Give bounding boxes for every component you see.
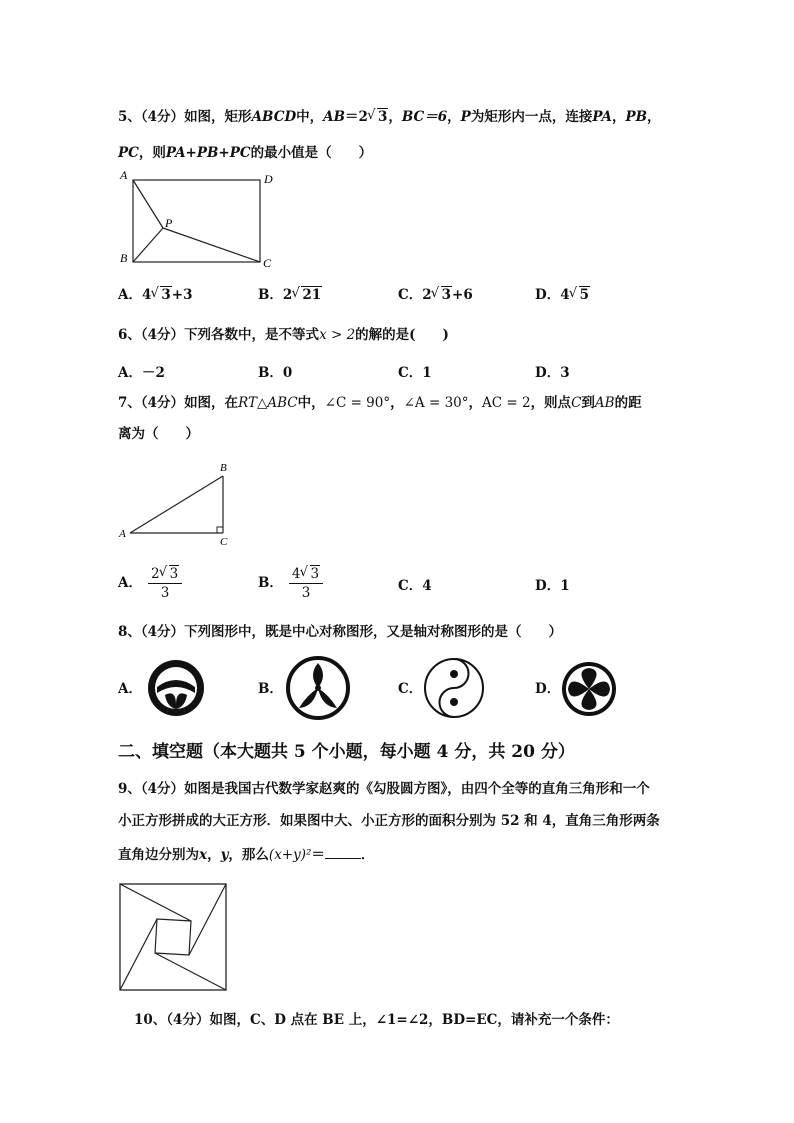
q5-rectangle-figure bbox=[118, 168, 280, 272]
segment-pc bbox=[163, 228, 260, 262]
q6-option-a[interactable]: A．－2 bbox=[118, 365, 165, 381]
q6-option-d[interactable]: D．3 bbox=[535, 365, 570, 381]
q8-option-a[interactable]: A． bbox=[118, 681, 142, 697]
q6-option-b[interactable]: B．0 bbox=[258, 365, 293, 381]
rectangle-abcd bbox=[133, 180, 260, 262]
q6-option-c[interactable]: C．1 bbox=[398, 365, 432, 381]
section-title: 二、填空题（本大题共 5 个小题，每小题 4 分，共 20 分） bbox=[118, 742, 575, 762]
label-c: C bbox=[263, 256, 272, 270]
q5-option-a[interactable]: A．4√ 3+3 bbox=[118, 285, 193, 305]
q7-option-c[interactable]: C．4 bbox=[398, 578, 432, 594]
sqrt-3: √ 3 bbox=[368, 107, 388, 127]
q7-option-b[interactable]: B． $\frac{4√ 3}{3}$ bbox=[258, 565, 323, 602]
q7-triangle-figure bbox=[118, 458, 238, 548]
q7-option-d[interactable]: D．1 bbox=[535, 578, 570, 594]
q7-option-a[interactable]: A． $\frac{2√ 3}{3}$ bbox=[118, 565, 182, 602]
q9-line1: 9、（4分）如图是我国古代数学家赵爽的《勾股圆方图》，由四个全等的直角三角形和一个 bbox=[118, 781, 650, 797]
q10-line: 10、（4分）如图，C、D 点在 BE 上，∠1=∠2，BD=EC，请补充一个条件： bbox=[134, 1012, 619, 1028]
q8-triskelion-b-icon bbox=[285, 655, 351, 721]
q8-line: 8、（4分）下列图形中，既是中心对称图形，又是轴对称图形的是（ ） bbox=[118, 624, 563, 640]
label-b: B bbox=[220, 462, 227, 474]
q8-quatrefoil-d-icon bbox=[560, 660, 618, 718]
label-b: B bbox=[120, 251, 128, 265]
q8-taiji-c-icon bbox=[422, 656, 486, 720]
q7-line2: 离为（ ） bbox=[118, 426, 199, 442]
q7-line1: 7、（4分）如图，在RT△ABC中，∠C = 90°，∠A = 30°，AC = 2，则点C到AB的距 bbox=[118, 395, 642, 411]
segment-pa bbox=[133, 180, 163, 228]
right-angle-mark bbox=[217, 527, 223, 533]
label-c: C bbox=[220, 536, 228, 548]
q9-line2: 小正方形拼成的大正方形．如果图中大、小正方形的面积分别为 52 和 4，直角三角形两条 bbox=[118, 813, 660, 829]
q5-option-b[interactable]: B．2√ 21 bbox=[258, 285, 322, 305]
segment-pb bbox=[133, 228, 163, 262]
segment-ab bbox=[130, 476, 223, 533]
q8-option-b[interactable]: B． bbox=[258, 681, 283, 697]
q6-line: 6、（4分）下列各数中，是不等式x > 2的解的是( ) bbox=[118, 327, 449, 343]
q8-emblem-a-icon bbox=[145, 657, 207, 719]
q9-zhao-shuang-figure bbox=[118, 882, 230, 994]
q9-line3: 直角边分别为x，y，那么(x+y)²＝ ． bbox=[118, 847, 375, 863]
label-a: A bbox=[120, 168, 128, 182]
label-d: D bbox=[264, 172, 273, 186]
label-p: P bbox=[165, 216, 173, 230]
label-a: A bbox=[119, 528, 126, 540]
q5-line1: 5、（4分）如图，矩形ABCD中，AB＝2√ 3，BC＝6，P为矩形内一点，连接PA，PB， bbox=[118, 107, 661, 127]
q5-option-c[interactable]: C．2√ 3+6 bbox=[398, 285, 473, 305]
q8-option-c[interactable]: C． bbox=[398, 681, 423, 697]
answer-blank[interactable] bbox=[325, 846, 361, 859]
q8-option-d[interactable]: D． bbox=[535, 681, 561, 697]
q5-line2: PC，则PA+PB+PC的最小值是（ ） bbox=[118, 145, 373, 161]
q5-option-d[interactable]: D．4√ 5 bbox=[535, 285, 590, 305]
